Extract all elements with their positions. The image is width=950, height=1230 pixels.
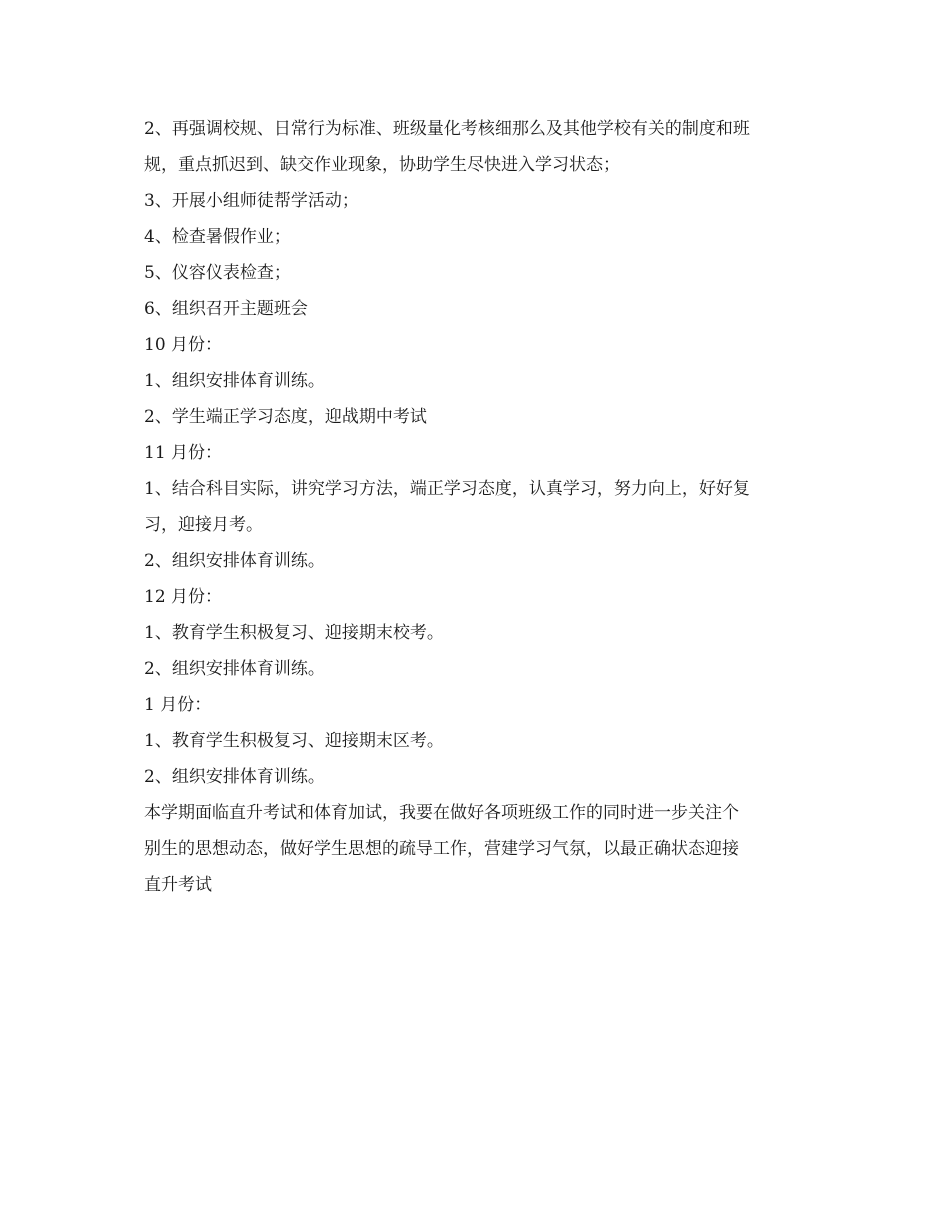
month-heading-november: 11 月份： xyxy=(144,443,223,463)
summary-paragraph-line: 本学期面临直升考试和体育加试，我要在做好各项班级工作的同时进一步关注个 xyxy=(144,803,739,823)
list-item: 2、组织安排体育训练。 xyxy=(144,767,325,787)
list-item: 2、组织安排体育训练。 xyxy=(144,551,325,571)
month-heading-october: 10 月份： xyxy=(144,335,223,355)
list-item: 1、教育学生积极复习、迎接期末校考。 xyxy=(144,623,444,643)
paragraph-line: 2、再强调校规、日常行为标准、班级量化考核细那么及其他学校有关的制度和班 xyxy=(144,119,750,139)
list-item: 1、组织安排体育训练。 xyxy=(144,371,325,391)
list-item: 5、仪容仪表检查； xyxy=(144,263,291,283)
paragraph-line: 规，重点抓迟到、缺交作业现象，协助学生尽快进入学习状态； xyxy=(144,155,620,175)
list-item: 1、结合科目实际，讲究学习方法，端正学习态度，认真学习，努力向上，好好复 xyxy=(144,479,750,499)
month-heading-december: 12 月份： xyxy=(144,587,223,607)
list-item: 3、开展小组师徒帮学活动； xyxy=(144,191,359,211)
list-item: 4、检查暑假作业； xyxy=(144,227,291,247)
list-item: 6、组织召开主题班会 xyxy=(144,299,308,319)
document-body xyxy=(144,111,812,903)
summary-paragraph-line: 别生的思想动态，做好学生思想的疏导工作，营建学习气氛，以最正确状态迎接 xyxy=(144,839,739,859)
list-item: 2、学生端正学习态度，迎战期中考试 xyxy=(144,407,427,427)
summary-paragraph-line: 直升考试 xyxy=(144,875,212,895)
list-item: 2、组织安排体育训练。 xyxy=(144,659,325,679)
paragraph-line: 习，迎接月考。 xyxy=(144,515,263,535)
month-heading-january: 1 月份： xyxy=(144,695,212,715)
list-item: 1、教育学生积极复习、迎接期末区考。 xyxy=(144,731,444,751)
